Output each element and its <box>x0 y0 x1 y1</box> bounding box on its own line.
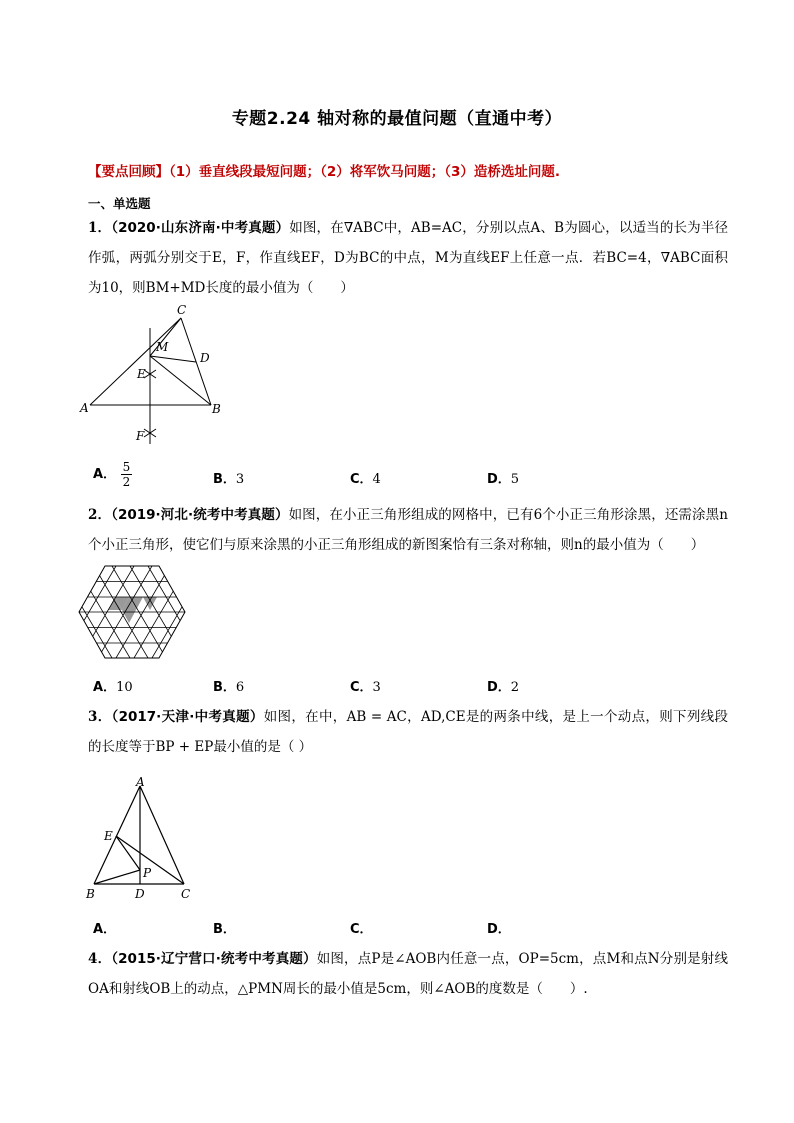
page-title: 专题2.24 轴对称的最值问题（直通中考） <box>231 109 563 129</box>
question-3-figure <box>82 774 200 904</box>
label-e: E <box>137 367 146 381</box>
label-c: C <box>177 303 187 317</box>
question-2-text: 2．（2019·河北·统考中考真题）如图，在小正三角形组成的网格中，已有6个小正三角形涂黑，还需涂黑n个小正三角形，使它们与原来涂黑的小正三角形组成的新图案恰有三条对称轴，则n的最小值为（ ） <box>88 507 728 553</box>
label-f: F <box>136 429 145 443</box>
question-3-option-d[interactable]: D． <box>487 922 511 937</box>
label-p: P <box>143 866 152 880</box>
question-2-option-c[interactable]: C．3 <box>350 680 381 695</box>
segment-ep <box>116 836 140 870</box>
question-1-figure <box>78 300 238 445</box>
question-2-grid-figure <box>78 564 186 660</box>
question-4-body: 如图，点P是∠AOB内任意一点，OP=5cm，点M和点N分别是射线OA和射线OB上的动点，△PMN周长的最小值是5cm，则∠AOB的度数是（ ）. <box>88 951 728 997</box>
question-3-body: 如图，在中，AB = AC，AD,CE是的两条中线，是上一个动点，则下列线段的长度等于BP + EP最小值的是（ ） <box>88 709 728 755</box>
segment-bp <box>94 870 140 884</box>
label-c: C <box>181 887 191 901</box>
question-3-option-c[interactable]: C． <box>350 922 373 937</box>
label-m: M <box>156 340 169 354</box>
segment-ab <box>94 786 140 884</box>
question-2-body: 如图，在小正三角形组成的网格中，已有6个小正三角形涂黑，还需涂黑n个小正三角形，使它们与原来涂黑的小正三角形组成的新图案恰有三条对称轴，则n的最小值为（ ） <box>88 507 728 553</box>
label-e: E <box>104 829 113 843</box>
label-d: D <box>135 887 145 901</box>
label-d: D <box>200 351 210 365</box>
question-3-option-b[interactable]: B． <box>213 922 236 937</box>
segment-ac <box>90 318 181 405</box>
question-2-option-a[interactable]: A．10 <box>93 680 133 695</box>
key-points-review: 【要点回顾】（1）垂直线段最短问题；（2）将军饮马问题；（3）造桥选址问题. <box>88 164 561 180</box>
triangle-grid-lines <box>78 566 186 658</box>
question-2-option-d[interactable]: D．2 <box>487 680 520 695</box>
label-a: A <box>80 401 89 415</box>
label-b: B <box>86 887 95 901</box>
label-b: B <box>212 402 221 416</box>
label-a: A <box>136 775 145 789</box>
question-3-option-a[interactable]: A． <box>93 922 117 937</box>
question-1-option-d[interactable]: D．5 <box>487 472 520 487</box>
question-1-body: 如图，在∇ABC中，AB=AC，分别以点A、B为圆心，以适当的长为半径作弧，两弧分别交于E，F，作直线EF，D为BC的中点，M为直线EF上任意一点．若BC=4，∇ABC面积为10，则BM+MD长度的最小值为（ ） <box>88 220 728 296</box>
question-1-text: 1．（2020·山东济南·中考真题）如图，在∇ABC中，AB=AC，分别以点A、B为圆心，以适当的长为半径作弧，两弧分别交于E，F，作直线EF，D为BC的中点，M为直线EF上任意一点．若BC=4，∇ABC面积为10，则BM+MD长度的最小值为（ ） <box>88 220 728 296</box>
fraction: $\frac{5}{2}$ <box>122 460 131 489</box>
question-2-option-b[interactable]: B．6 <box>213 680 245 695</box>
question-1-option-c[interactable]: C．4 <box>350 472 381 487</box>
question-1-option-a[interactable]: A． $\frac{5}{2}$ <box>93 460 131 489</box>
question-4-text: 4．（2015·辽宁营口·统考中考真题）如图，点P是∠AOB内任意一点，OP=5cm，点M和点N分别是射线OA和射线OB上的动点，△PMN周长的最小值是5cm，则∠AOB的度数是（ ）. <box>88 951 728 997</box>
section-heading: 一、单选题 <box>88 196 151 211</box>
question-3-text: 3．（2017·天津·中考真题）如图，在中，AB = AC，AD,CE是的两条中线，是上一个动点，则下列线段的长度等于BP + EP最小值的是（ ） <box>88 709 728 755</box>
question-1-option-b[interactable]: B．3 <box>213 472 245 487</box>
